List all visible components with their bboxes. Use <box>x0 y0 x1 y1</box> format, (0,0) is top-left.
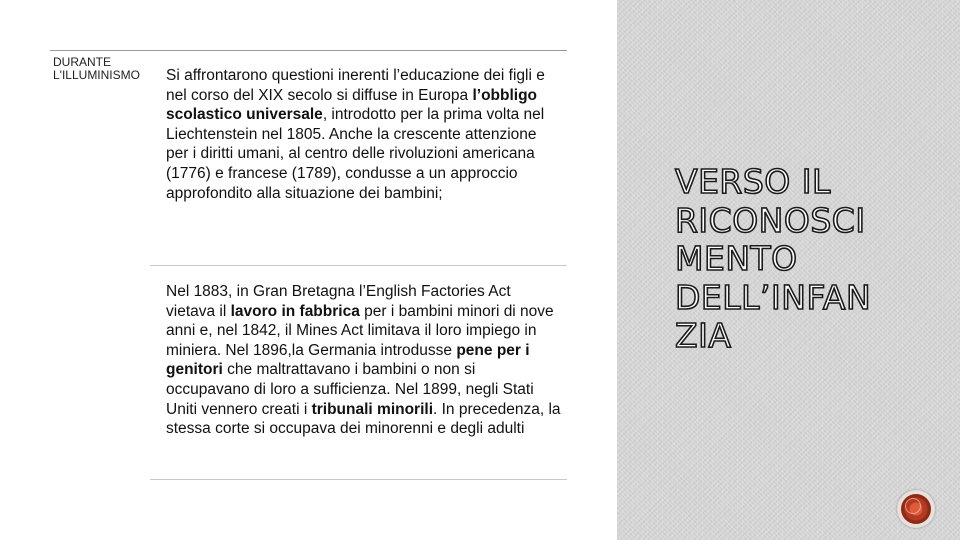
title-line-2: RICONOSCI <box>675 200 866 240</box>
paragraph-2-text-1: Nel 1883, in Gran Bretagna l’English Factories Act vietava il <box>166 283 511 320</box>
title-line-3: MENTO <box>675 239 798 278</box>
top-divider <box>50 50 567 51</box>
section-label-line-1: DURANTE <box>53 55 112 69</box>
paragraph-2-text-4: . In precedenza, la stessa corte si occupava dei minorenni e degli adulti <box>166 400 561 438</box>
bottom-divider <box>150 479 567 480</box>
title-line-1: VERSO IL <box>675 162 831 201</box>
paragraph-2-bold-2: pene per i genitori <box>166 341 530 379</box>
paragraph-laws <box>166 282 562 439</box>
section-label <box>53 56 153 82</box>
paragraph-2-text-3: che maltrattavano i bambini o non si occupavano di loro a sufficienza. Nel 1899, negli Stati Uniti vennero creati i <box>166 361 534 418</box>
paragraph-2-text-2: per i bambini minori di nove anni e, nel 1842, il Mines Act limitava il loro impiego in miniera. Nel 1896,la Germania introdusse <box>166 302 554 359</box>
paragraph-2-bold-1: lavoro in fabbrica <box>230 302 360 320</box>
title-line-5: ZIA <box>675 316 732 355</box>
paragraph-education <box>166 66 562 203</box>
paragraph-1-bold-1: l’obbligo scolastico universale <box>166 86 538 124</box>
paragraph-1-text-1: Si affrontarono questioni inerenti l’educazione dei figli e nel corso del XIX secolo si diffuse in Europa <box>166 67 545 104</box>
paragraph-2-bold-3: tribunali minorili <box>311 400 434 418</box>
middle-divider <box>150 265 567 266</box>
logo-inner-ring <box>905 498 921 514</box>
logo-icon <box>897 490 935 528</box>
title-line-4: DELL’INFAN <box>675 277 872 317</box>
slide-title <box>675 163 935 356</box>
paragraph-1-text-2: , introdotto per la prima volta nel Liechtenstein nel 1805. Anche la crescente attenzione per i diritti umani, al centro delle rivoluzioni americana (1776) e francese (1789), condusse a un approccio approfondito alla situazione dei bambini; <box>166 106 545 202</box>
section-label-line-2: L'ILLUMINISMO <box>53 68 140 82</box>
